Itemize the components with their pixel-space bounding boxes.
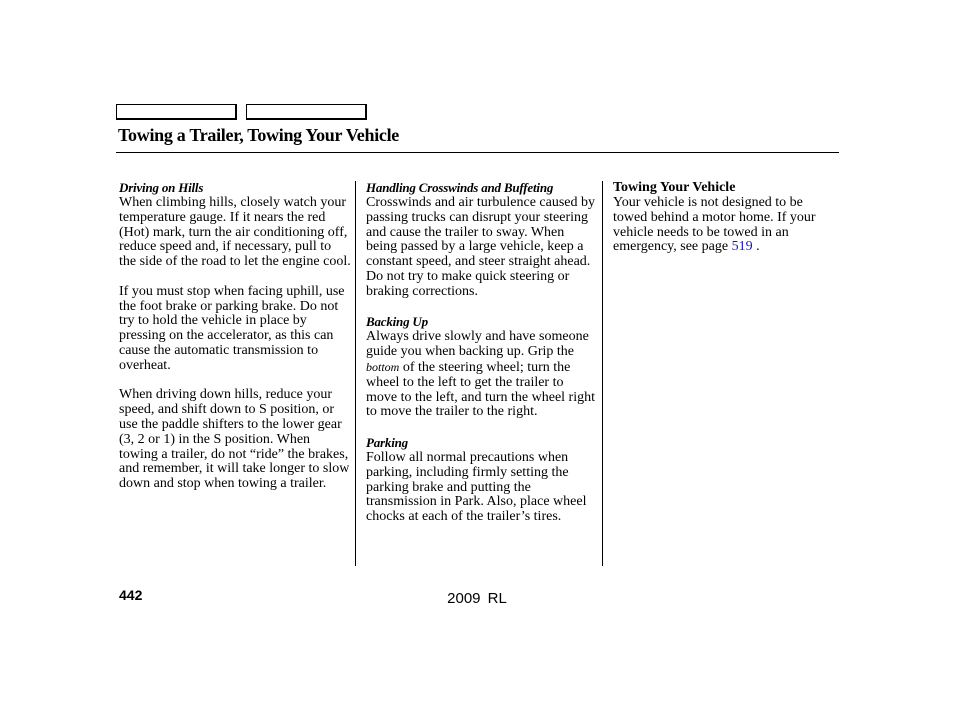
paragraph: When driving down hills, reduce your speed, and shift down to S position, or use the paddle shifters to the lower gear (3, 2 or 1) in the S position. When towing a trailer, do not “ride” the brakes, and remember, it will take longer to slow down and stop when towing a trailer. — [119, 387, 350, 492]
column-trailer-handling — [366, 180, 598, 525]
emphasis-text: bottom — [366, 359, 400, 374]
paragraph-towing — [613, 196, 839, 255]
nav-button-next[interactable] — [246, 104, 367, 120]
section-heading-driving-on-hills: Driving on Hills — [119, 180, 204, 195]
page-title: Towing a Trailer, Towing Your Vehicle — [118, 125, 399, 145]
text: Your vehicle is not designed to be towed behind a motor home. If your vehicle needs to be towed in an emergency, see page — [613, 195, 816, 255]
nav-button-previous[interactable] — [116, 104, 237, 120]
paragraph-backing-up — [366, 330, 598, 420]
section-heading-towing-your-vehicle: Towing Your Vehicle — [613, 180, 736, 195]
paragraph: Follow all normal precautions when parking, including firmly setting the parking brake and putting the transmission in Park. Also, place wheel chocks at each of the trailer’s tires. — [366, 449, 587, 525]
page-number: 442 — [119, 587, 143, 603]
column-driving-on-hills — [119, 180, 351, 492]
section-heading-crosswinds: Handling Crosswinds and Buffeting — [366, 180, 554, 195]
section-heading-backing-up: Backing Up — [366, 314, 428, 330]
footer-model: 2009 RL — [447, 590, 507, 607]
column-divider — [355, 181, 356, 566]
column-towing-your-vehicle — [613, 180, 839, 255]
paragraph: If you must stop when facing uphill, use the foot brake or parking brake. Do not try to hold the vehicle in place by pressing on the accelerator, as this can cause the automatic transmission to overheat. — [119, 283, 345, 373]
text: of the steering wheel; turn the wheel to the left to get the trailer to move to the left, and turn the wheel right to move the trailer to the right. — [366, 359, 595, 420]
paragraph: Crosswinds and air turbulence caused by passing trucks can disrupt your steering and cause the trailer to sway. When being passed by a large vehicle, keep a constant speed, and steer straight ahead. Do not try to make quick steering or braking corrections. — [366, 195, 595, 299]
paragraph: When climbing hills, closely watch your temperature gauge. If it nears the red (Hot) mark, turn the air conditioning off, reduce speed and, if necessary, pull to the side of the road to let the engine cool. — [119, 195, 351, 270]
page-link-519[interactable]: 519 — [731, 239, 753, 255]
text: Always drive slowly and have someone guide you when backing up. Grip the — [366, 329, 589, 360]
column-divider — [602, 181, 603, 566]
section-heading-parking: Parking — [366, 434, 408, 450]
text: . — [756, 239, 760, 255]
title-divider — [116, 152, 839, 153]
